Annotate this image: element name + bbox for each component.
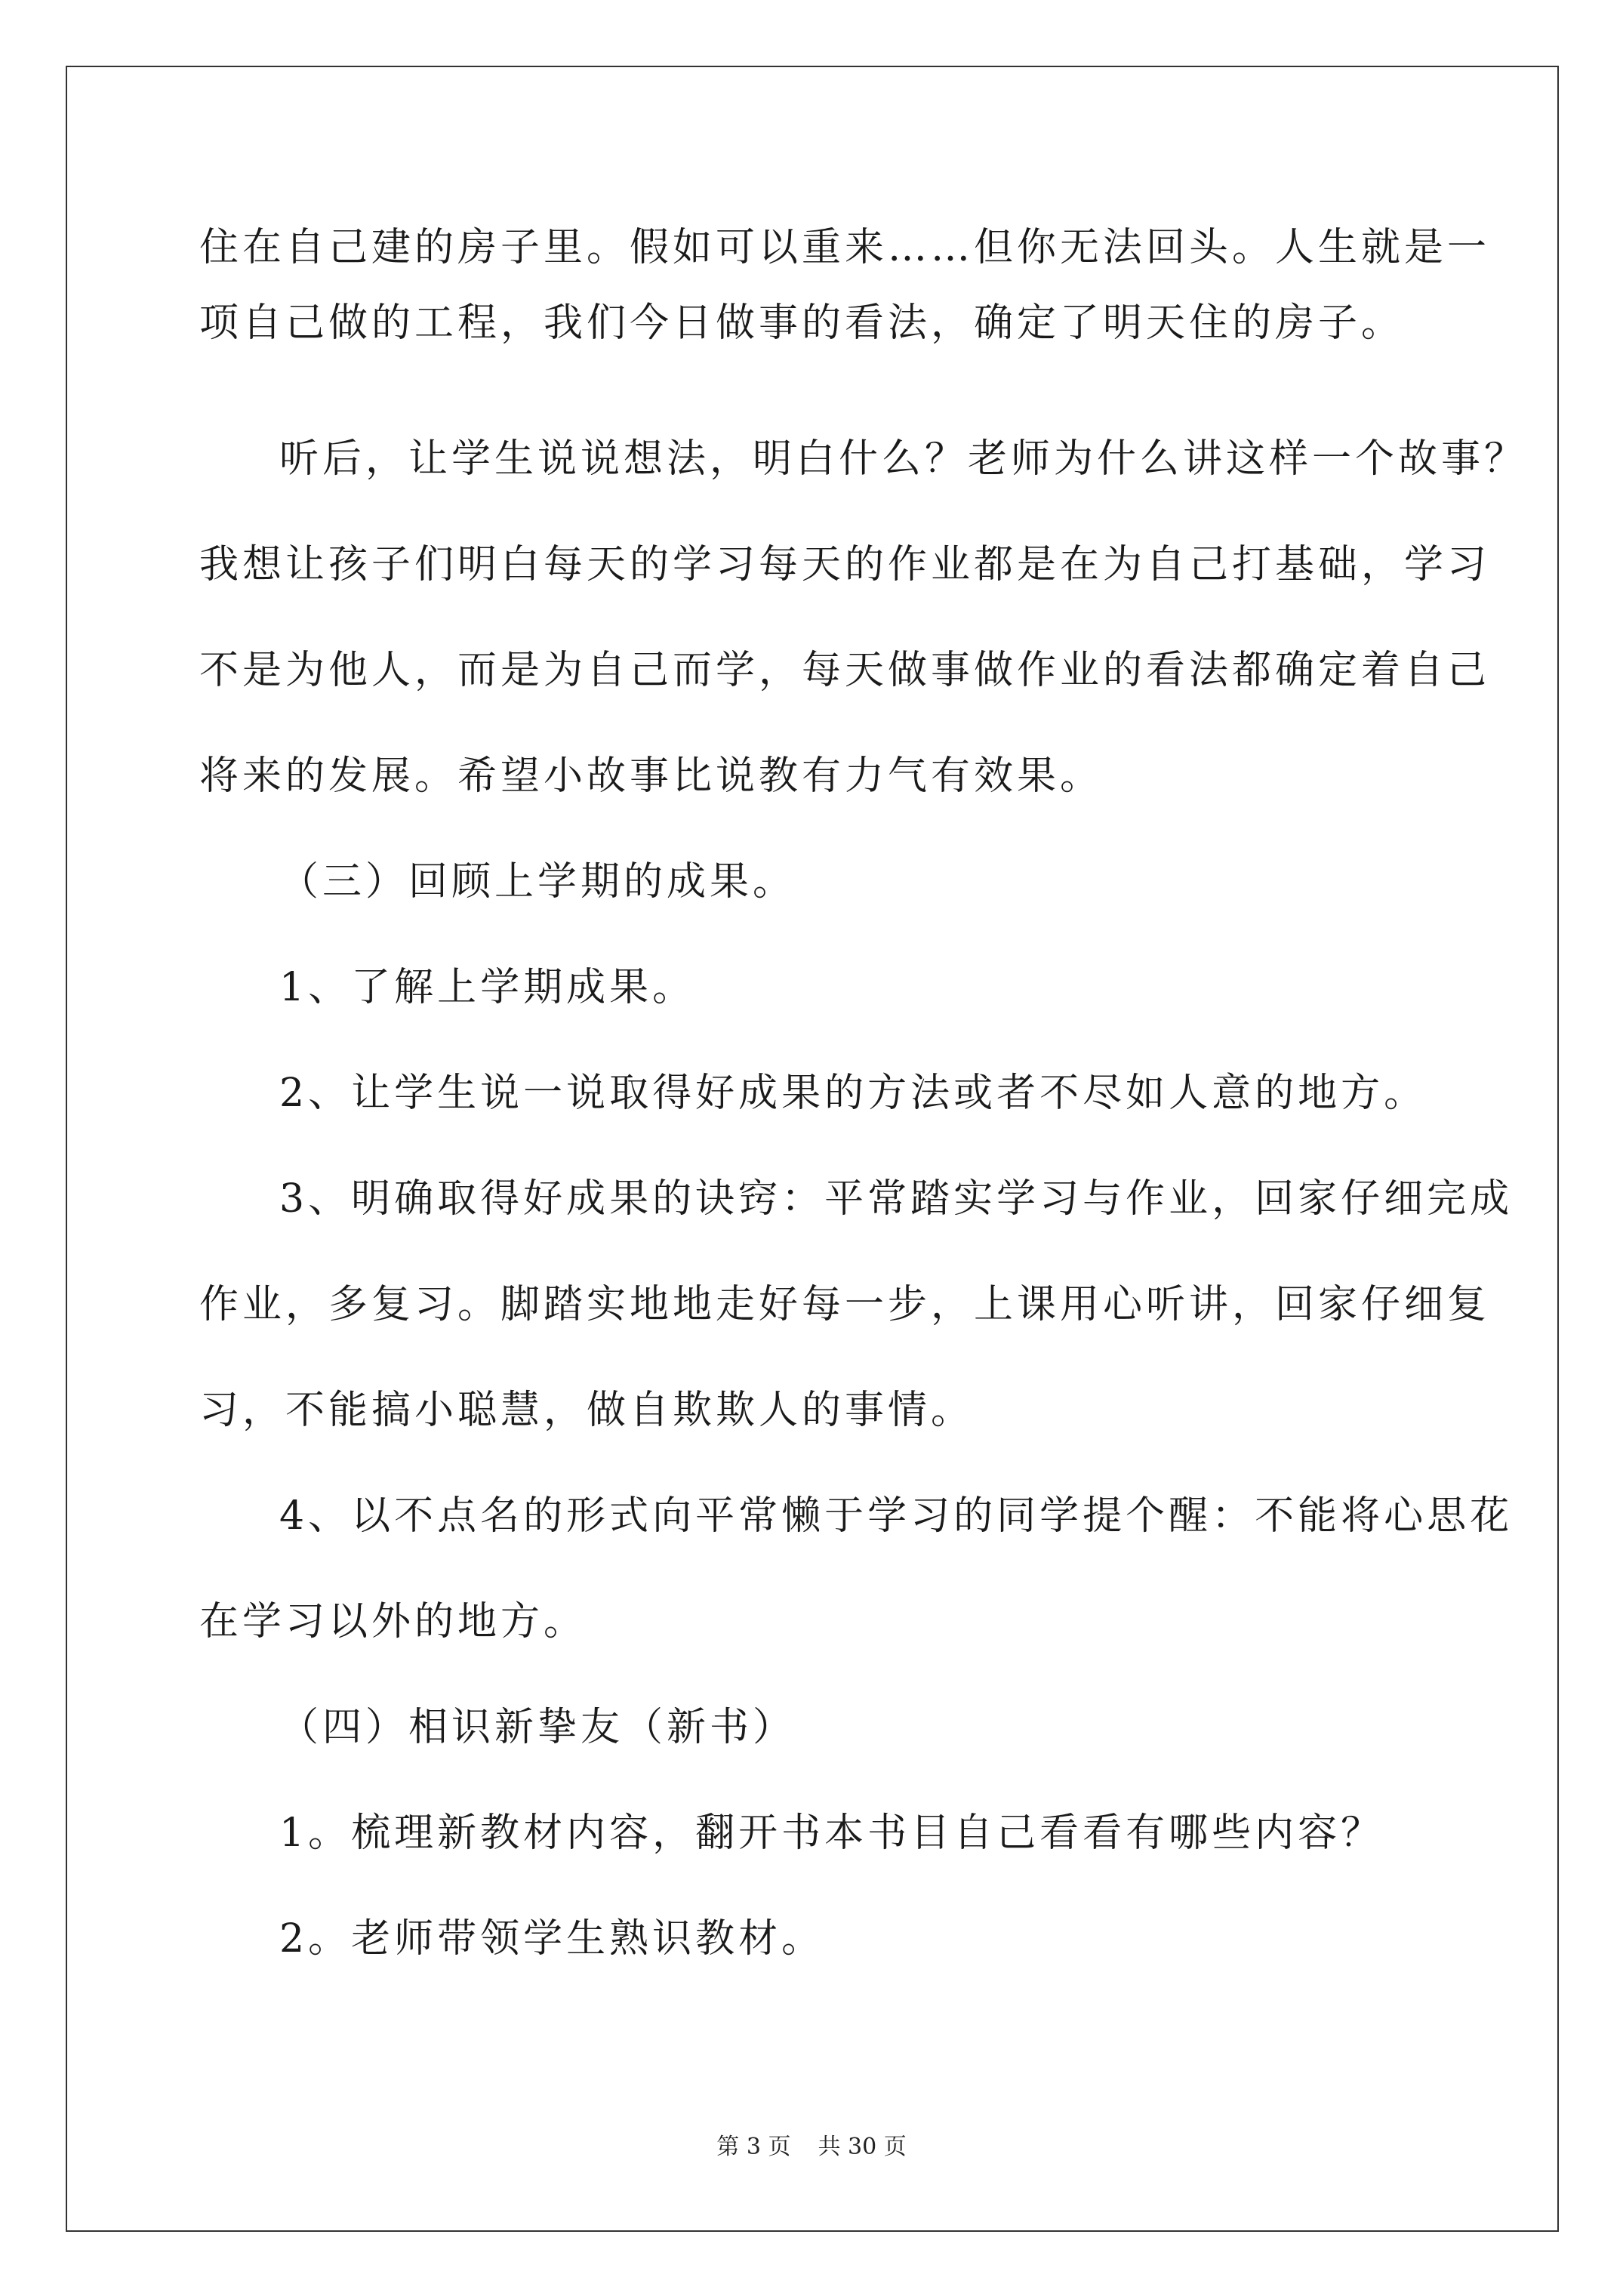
page-footer [0, 2128, 1623, 2161]
paragraph-line: 住在自己建的房子里。假如可以重来……但你无法回头。人生就是一 [199, 225, 1491, 270]
list-item: 2。老师带领学生熟识教材。 [279, 1916, 825, 1962]
paragraph-line: 不是为他人，而是为自己而学，每天做事做作业的看法都确定着自己 [199, 648, 1491, 693]
paragraph-line: 项自己做的工程，我们今日做事的看法，确定了明天住的房子。 [199, 300, 1405, 346]
paragraph-line: 习，不能搞小聪慧，做自欺欺人的事情。 [199, 1388, 975, 1433]
paragraph-line: 作业，多复习。脚踏实地地走好每一步，上课用心听讲，回家仔细复 [199, 1282, 1491, 1327]
paragraph-line: 我想让孩子们明白每天的学习每天的作业都是在为自己打基础，学习 [199, 542, 1491, 587]
paragraph-line: 听后，让学生说说想法，明白什么？老师为什么讲这样一个故事？ [279, 436, 1528, 482]
section-heading: （四）相识新挚友（新书） [279, 1705, 796, 1750]
list-item: 4、以不点名的形式向平常懒于学习的同学提个醒：不能将心思花 [279, 1493, 1514, 1539]
paragraph-line: 在学习以外的地方。 [199, 1599, 587, 1644]
list-item: 1、了解上学期成果。 [279, 965, 696, 1010]
page-border [66, 66, 1559, 2232]
list-item: 2、让学生说一说取得好成果的方法或者不尽如人意的地方。 [279, 1071, 1427, 1116]
paragraph-line: 将来的发展。希望小故事比说教有力气有效果。 [199, 754, 1104, 799]
list-item: 3、明确取得好成果的诀窍：平常踏实学习与作业，回家仔细完成 [279, 1176, 1514, 1222]
section-heading: （三）回顾上学期的成果。 [279, 859, 796, 905]
list-item: 1。梳理新教材内容，翻开书本书目自己看看有哪些内容？ [279, 1811, 1384, 1856]
page-number: 第 3 页 [716, 2134, 791, 2160]
page-total: 共 30 页 [818, 2134, 907, 2160]
